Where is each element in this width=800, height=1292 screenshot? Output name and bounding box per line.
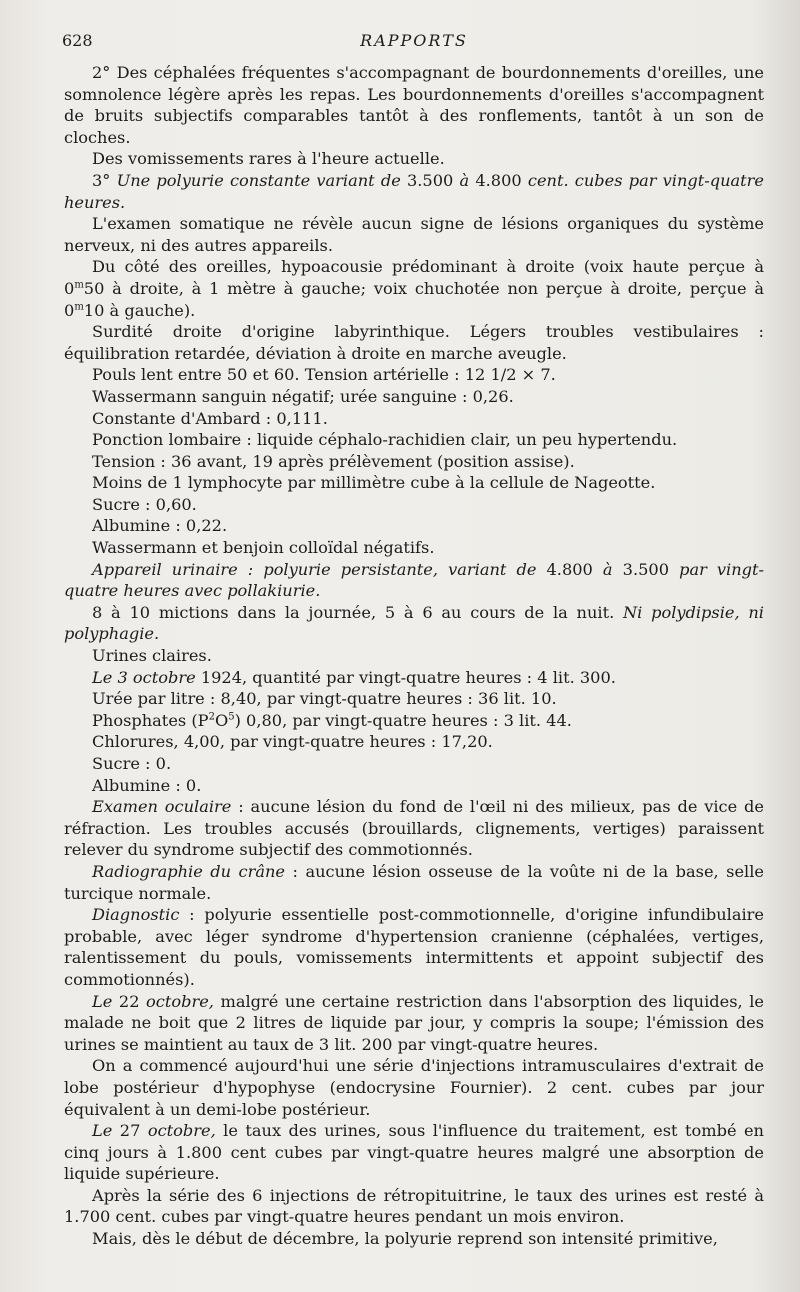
paragraph [64,667,764,689]
paragraph [64,148,764,170]
superscript: m [74,279,84,291]
text-run: ) 0,80, par vingt-quatre heures : 3 lit. 44. [234,710,572,730]
text-run: Ponction lombaire : liquide céphalo-rachidien clair, un peu hypertendu. [92,430,678,450]
text-run: Après la série des 6 injections de rétropituitrine, le taux des urines est resté à 1.700 cent. cubes par vingt-quatre heures pendant un mois environ. [64,1185,764,1227]
text-run: Pouls lent entre 50 et 60. Tension artérielle : 12 1/2 × 7. [92,365,556,385]
paragraph [64,710,764,732]
italic-text: à [459,170,470,190]
text-run: 27 [112,1121,148,1141]
paragraph [64,753,764,775]
paragraph [64,602,764,645]
italic-text: octobre, [147,1121,216,1141]
paragraph [64,429,764,451]
text-run: 1924, quantité par vingt-quatre heures : 4 lit. 300. [195,667,616,687]
text-run: 8 à 10 mictions dans la journée, 5 à 6 au cours de la nuit. [92,602,623,622]
text-run: Wassermann et benjoin colloïdal négatifs. [92,538,435,558]
italic-text: à [602,559,613,579]
text-run: 4.800 [469,170,528,190]
superscript: 2 [208,711,215,723]
superscript: 5 [228,711,235,723]
italic-text: cent. cubes par vingt-quatre heures. [64,170,764,212]
paragraph [64,472,764,494]
body-text [64,62,764,1250]
paragraph [64,515,764,537]
running-title: RAPPORTS [360,31,468,50]
italic-text: Appareil urinaire : polyurie persistante, variant de [92,559,537,579]
text-run: : aucune lésion du fond de l'œil ni des milieux, pas de vice de réfraction. Les troubles accusés (brouillards, clignements, vertiges) paraissent relever du syndrome subjectif des commotionnés. [64,797,764,860]
text-run: 22 [112,991,147,1011]
paragraph [64,213,764,256]
italic-text: octobre, [146,991,214,1011]
text-run: 4.800 [536,559,603,579]
text-run: Du côté des oreilles, hypoacousie prédominant à droite (voix haute perçue à 0 [64,257,764,298]
paragraph [64,170,764,213]
text-run: L'examen somatique ne révèle aucun signe de lésions organiques du système nerveux, ni des autres appareils. [64,214,764,255]
text-run: Albumine : 0. [92,775,202,795]
text-run: Des vomissements rares à l'heure actuelle. [92,149,445,169]
paragraph [64,408,764,430]
text-run: Tension : 36 avant, 19 après prélèvement (position assise). [92,451,575,471]
paragraph [64,731,764,753]
paragraph [64,1120,764,1185]
text-run: malgré une certaine restriction dans l'absorption des liquides, le malade ne boit que 2 litres de liquide par jour, y compris la soupe; l'émission des urines se maintient au taux de 3 lit. 200 par vingt-quatre heures. [64,991,764,1054]
italic-text: Examen oculaire [92,797,232,817]
paragraph [64,386,764,408]
italic-text: Radiographie du crâne [92,861,286,881]
text-run: Sucre : 0. [92,754,172,773]
text-run: Albumine : 0,22. [92,516,228,536]
paragraph [64,559,764,602]
italic-text: Une polyurie constante variant de [116,170,401,190]
text-run: Phosphates (P [92,710,209,730]
text-run: Sucre : 0,60. [92,494,197,514]
text-run: 3° [92,170,117,190]
text-run: 50 à droite, à 1 mètre à gauche; voix chuchotée non perçue à droite, perçue à 0 [64,278,764,320]
paragraph [64,861,764,904]
superscript: m [74,301,84,313]
text-run: Urines claires. [92,646,212,666]
paragraph [64,364,764,386]
paragraph [64,1055,764,1120]
paragraph [64,645,764,667]
text-run: : aucune lésion osseuse de la voûte ni de la base, selle turcique normale. [64,861,764,903]
text-run: Moins de 1 lymphocyte par millimètre cube à la cellule de Nageotte. [92,473,656,493]
text-run: Urée par litre : 8,40, par vingt-quatre heures : 36 lit. 10. [92,689,557,709]
text-run: le taux des urines, sous l'influence du traitement, est tombé en cinq jours à 1.800 cent cubes par vingt-quatre heures malgré une absorption de liquide supérieure. [64,1121,764,1184]
text-run: : polyurie essentielle post-commotionnelle, d'origine infundibulaire probable, avec léger syndrome d'hypertension cranienne (céphalées, vertiges, ralentissement du pouls, vomissements intermittents et appoint subjectif des commotionnés). [64,905,764,989]
italic-text: Ni polydipsie, ni polyphagie. [64,602,764,644]
paragraph [64,321,764,364]
italic-text: Diagnostic [92,905,180,925]
text-run: On a commencé aujourd'hui une série d'injections intramusculaires d'extrait de lobe postérieur d'hypophyse (endocrysine Fournier). 2 cent. cubes par jour équivalent à un demi-lobe postérieur. [64,1056,764,1119]
italic-text: Le [92,1121,113,1141]
paragraph [64,62,764,148]
paragraph [64,1185,764,1228]
text-run: Mais, dès le début de décembre, la polyurie reprend son intensité primitive, [92,1229,718,1249]
paragraph [64,1228,764,1250]
text-run: 3.500 [400,170,460,190]
paragraph [64,537,764,559]
text-run: O [214,710,229,730]
paragraph [64,688,764,710]
text-run: 2° Des céphalées fréquentes s'accompagnant de bourdonnements d'oreilles, une somnolence légère après les repas. Les bourdonnements d'oreilles s'accompagnent de bruits subjectifs comparables tantôt à des ronflements, tantôt à un son de cloches. [64,63,764,147]
italic-text: par vingt-quatre heures avec pollakiurie. [64,559,764,601]
italic-text: Le 3 octobre [92,667,196,687]
page-number: 628 [62,31,93,50]
paragraph [64,451,764,473]
text-run: Wassermann sanguin négatif; urée sanguine : 0,26. [92,386,514,406]
paragraph [64,796,764,861]
paragraph [64,904,764,990]
italic-text: Le [92,991,113,1011]
paragraph [64,256,764,321]
text-run: Chlorures, 4,00, par vingt-quatre heures : 17,20. [92,732,493,752]
page-header [64,28,764,54]
text-run: 3.500 [612,559,680,579]
text-run: Surdité droite d'origine labyrinthique. Légers troubles vestibulaires : équilibration retardée, déviation à droite en marche aveugle. [64,322,764,363]
paragraph [64,775,764,797]
text-run: Constante d'Ambard : 0,111. [92,408,328,428]
paragraph [64,494,764,516]
text-run: 10 à gauche). [83,300,196,320]
paragraph [64,991,764,1056]
